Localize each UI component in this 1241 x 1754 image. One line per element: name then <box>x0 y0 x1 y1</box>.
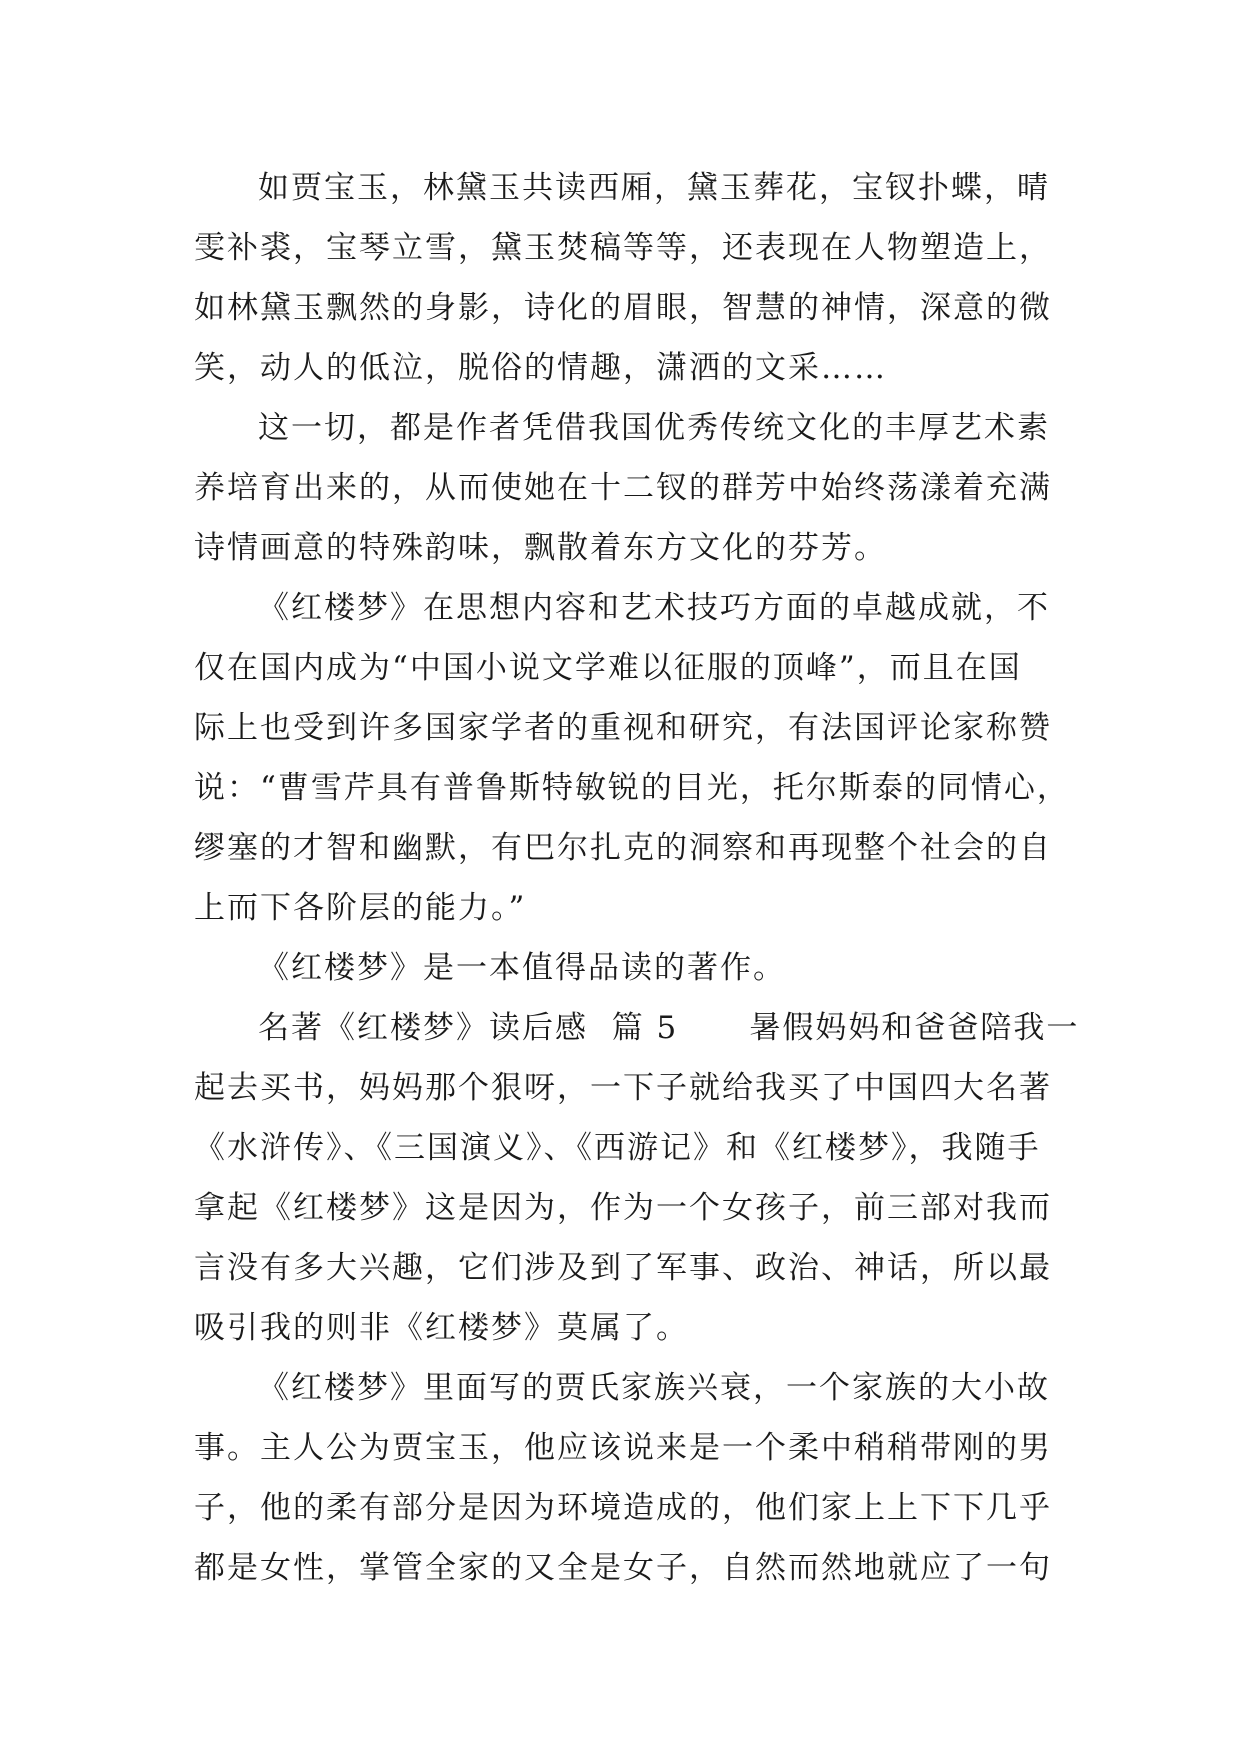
text-line: 《红楼梦》是一本值得品读的著作。 <box>258 950 786 986</box>
text-line: 雯补裘，宝琴立雪，黛玉焚稿等等，还表现在人物塑造上， <box>194 230 1052 266</box>
text-line: 如贾宝玉，林黛玉共读西厢，黛玉葬花，宝钗扑蝶，晴 <box>258 170 1050 206</box>
text-line: 说：“曹雪芹具有普鲁斯特敏锐的目光，托尔斯泰的同情心， <box>194 770 1070 806</box>
document-body <box>194 158 1080 1598</box>
text-line: 吸引我的则非《红楼梦》莫属了。 <box>194 1310 689 1346</box>
text-line: 这一切，都是作者凭借我国优秀传统文化的丰厚艺术素 <box>258 410 1050 446</box>
text-line: 《红楼梦》在思想内容和艺术技巧方面的卓越成就，不 <box>258 590 1050 626</box>
text-line: 名著《红楼梦》读后感 篇 5 暑假妈妈和爸爸陪我一 <box>258 1010 1080 1046</box>
text-line: 诗情画意的特殊韵味，飘散着东方文化的芬芳。 <box>194 530 887 566</box>
text-line: 都是女性，掌管全家的又全是女子，自然而然地就应了一句 <box>194 1550 1052 1586</box>
text-line: 子，他的柔有部分是因为环境造成的，他们家上上下下几乎 <box>194 1490 1052 1526</box>
text-line: 上而下各阶层的能力。” <box>194 890 527 926</box>
paragraph <box>194 998 1080 1358</box>
text-line: 《水浒传》、《三国演义》、《西游记》和《红楼梦》，我随手 <box>194 1130 1041 1166</box>
paragraph <box>194 938 1054 998</box>
paragraph <box>194 398 1054 578</box>
paragraph <box>194 578 1070 938</box>
text-line: 事。主人公为贾宝玉，他应该说来是一个柔中稍稍带刚的男 <box>194 1430 1052 1466</box>
paragraph <box>194 1358 1054 1598</box>
text-line: 际上也受到许多国家学者的重视和研究，有法国评论家称赞 <box>194 710 1052 746</box>
text-line: 仅在国内成为“中国小说文学难以征服的顶峰”，而且在国 <box>194 650 1022 686</box>
text-line: 养培育出来的，从而使她在十二钗的群芳中始终荡漾着充满 <box>194 470 1052 506</box>
text-line: 言没有多大兴趣，它们涉及到了军事、政治、神话，所以最 <box>194 1250 1052 1286</box>
text-line: 起去买书，妈妈那个狠呀，一下子就给我买了中国四大名著 <box>194 1070 1052 1106</box>
text-line: 拿起《红楼梦》这是因为，作为一个女孩子，前三部对我而 <box>194 1190 1052 1226</box>
text-line: 笑，动人的低泣，脱俗的情趣，潇洒的文采…… <box>194 350 887 386</box>
text-line: 《红楼梦》里面写的贾氏家族兴衰，一个家族的大小故 <box>258 1370 1050 1406</box>
text-line: 如林黛玉飘然的身影，诗化的眉眼，智慧的神情，深意的微 <box>194 290 1052 326</box>
text-line: 缪塞的才智和幽默，有巴尔扎克的洞察和再现整个社会的自 <box>194 830 1052 866</box>
paragraph <box>194 158 1054 398</box>
